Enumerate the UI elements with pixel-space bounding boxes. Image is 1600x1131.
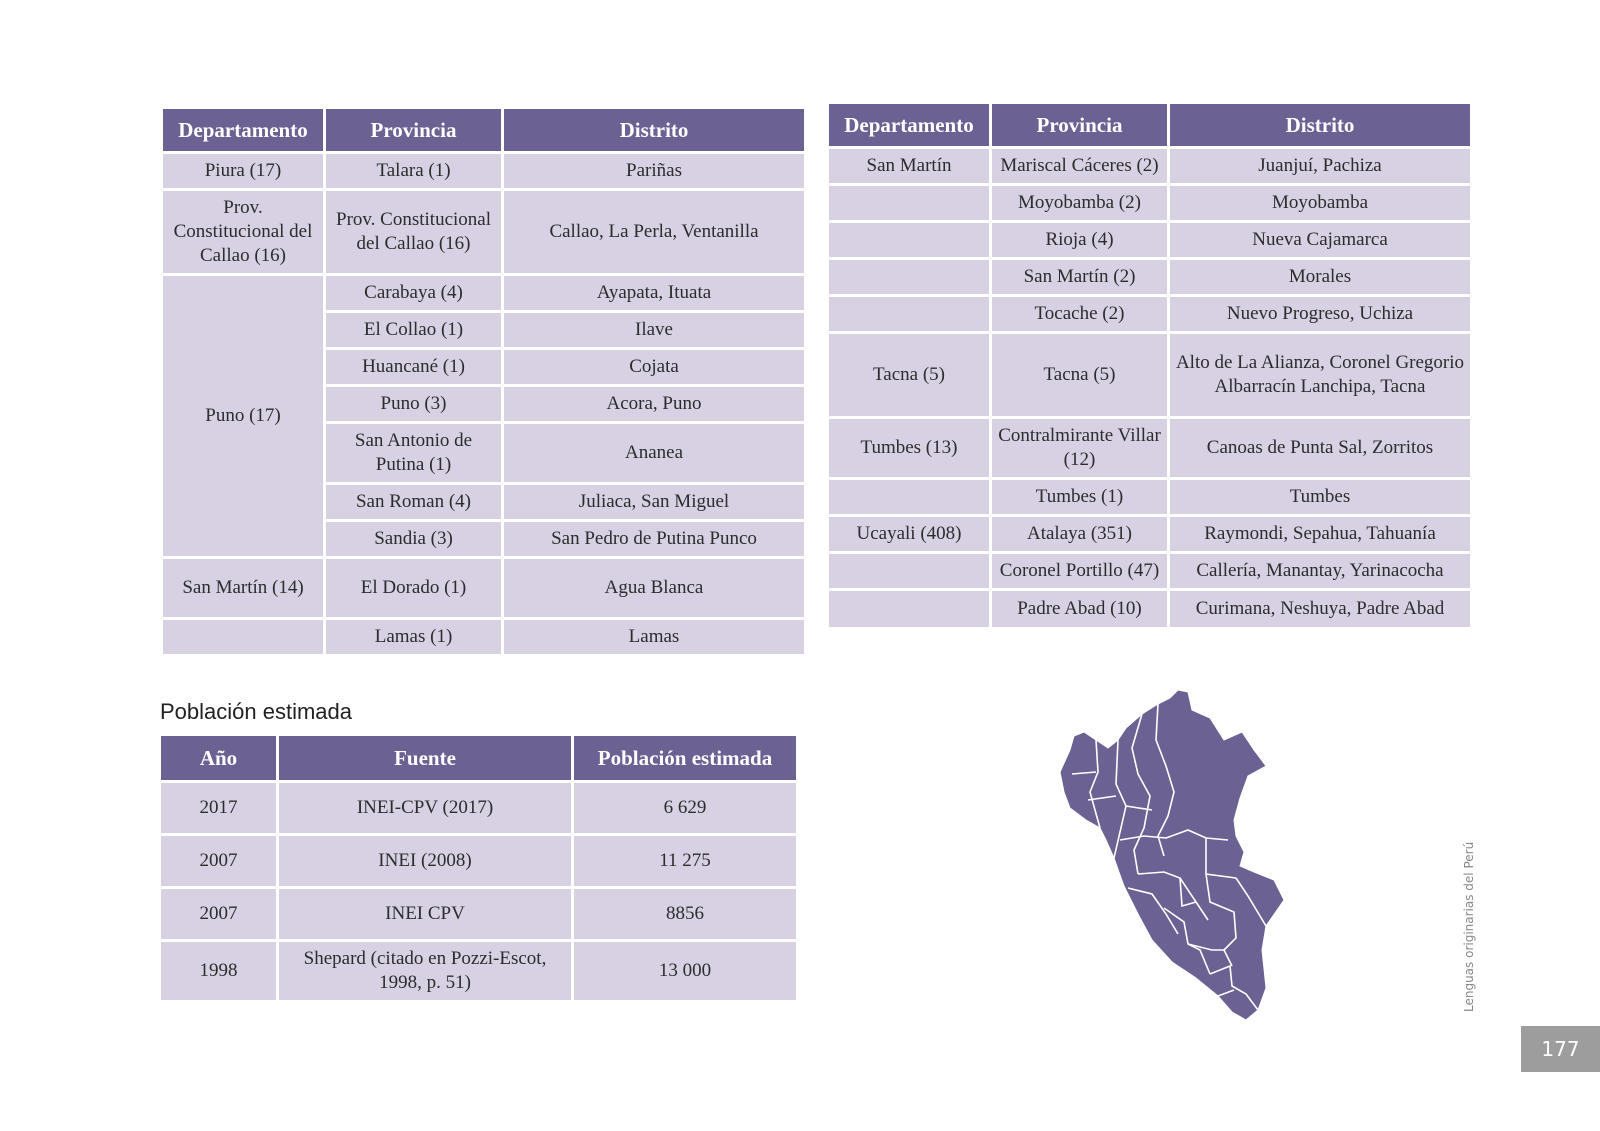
page-number: 177 — [1521, 1026, 1600, 1072]
cell-provincia: Coronel Portillo (47) — [992, 554, 1167, 588]
header-anio: Año — [161, 736, 276, 780]
table-row — [829, 334, 1470, 416]
cell-departamento — [829, 591, 989, 627]
table-row — [163, 154, 804, 188]
cell-departamento — [829, 223, 989, 257]
header-departamento: Departamento — [163, 109, 323, 151]
table-header-row — [161, 736, 796, 780]
table-row — [161, 942, 796, 1000]
cell-distrito: Cojata — [504, 350, 804, 384]
cell-provincia: Huancané (1) — [326, 350, 501, 384]
cell-distrito: Nuevo Progreso, Uchiza — [1170, 297, 1470, 331]
cell-provincia: Sandia (3) — [326, 522, 501, 556]
cell-provincia: El Collao (1) — [326, 313, 501, 347]
cell-distrito: San Pedro de Putina Punco — [504, 522, 804, 556]
cell-departamento — [829, 297, 989, 331]
districts-table-left — [160, 106, 807, 657]
cell-provincia: Atalaya (351) — [992, 517, 1167, 551]
table-row — [161, 889, 796, 939]
cell-distrito: Curimana, Neshuya, Padre Abad — [1170, 591, 1470, 627]
cell-distrito: Agua Blanca — [504, 559, 804, 617]
cell-provincia: Prov. Constitucional del Callao (16) — [326, 191, 501, 273]
table-row — [829, 591, 1470, 627]
cell-distrito: Moyobamba — [1170, 186, 1470, 220]
table-row — [829, 419, 1470, 477]
cell-anio: 2017 — [161, 783, 276, 833]
cell-fuente: INEI-CPV (2017) — [279, 783, 571, 833]
cell-provincia: San Antonio de Putina (1) — [326, 424, 501, 482]
cell-provincia: Carabaya (4) — [326, 276, 501, 310]
cell-distrito: Tumbes — [1170, 480, 1470, 514]
cell-distrito: Ilave — [504, 313, 804, 347]
cell-anio: 1998 — [161, 942, 276, 1000]
table-header-row — [829, 104, 1470, 146]
cell-provincia: Padre Abad (10) — [992, 591, 1167, 627]
table-row — [163, 191, 804, 273]
cell-provincia: Tumbes (1) — [992, 480, 1167, 514]
cell-departamento: Tumbes (13) — [829, 419, 989, 477]
header-distrito: Distrito — [504, 109, 804, 151]
cell-poblacion: 11 275 — [574, 836, 796, 886]
cell-departamento: San Martín (14) — [163, 559, 323, 617]
cell-poblacion: 8856 — [574, 889, 796, 939]
cell-distrito: Morales — [1170, 260, 1470, 294]
table-row — [163, 620, 804, 654]
header-provincia: Provincia — [326, 109, 501, 151]
cell-distrito: Nueva Cajamarca — [1170, 223, 1470, 257]
cell-provincia: Puno (3) — [326, 387, 501, 421]
cell-provincia: San Roman (4) — [326, 485, 501, 519]
cell-distrito: Pariñas — [504, 154, 804, 188]
cell-provincia: Tacna (5) — [992, 334, 1167, 416]
cell-distrito: Ananea — [504, 424, 804, 482]
cell-departamento: Puno (17) — [163, 276, 323, 556]
header-provincia: Provincia — [992, 104, 1167, 146]
cell-provincia: San Martín (2) — [992, 260, 1167, 294]
table-row — [829, 554, 1470, 588]
table-row — [829, 223, 1470, 257]
cell-fuente: INEI (2008) — [279, 836, 571, 886]
table-row — [829, 186, 1470, 220]
table-row — [161, 783, 796, 833]
section-title: Población estimada — [160, 699, 353, 724]
cell-distrito: Canoas de Punta Sal, Zorritos — [1170, 419, 1470, 477]
header-poblacion: Población estimada — [574, 736, 796, 780]
cell-distrito: Juliaca, San Miguel — [504, 485, 804, 519]
districts-table-right — [826, 101, 1473, 630]
peru-map — [1060, 688, 1300, 1038]
table-row — [829, 517, 1470, 551]
cell-provincia: Tocache (2) — [992, 297, 1167, 331]
cell-distrito: Alto de La Alianza, Coronel Gregorio Albarracín Lanchipa, Tacna — [1170, 334, 1470, 416]
cell-poblacion: 6 629 — [574, 783, 796, 833]
cell-departamento — [829, 260, 989, 294]
cell-departamento — [163, 620, 323, 654]
cell-departamento: Piura (17) — [163, 154, 323, 188]
cell-fuente: Shepard (citado en Pozzi-Escot, 1998, p. 51) — [279, 942, 571, 1000]
cell-provincia: Lamas (1) — [326, 620, 501, 654]
cell-departamento: San Martín — [829, 149, 989, 183]
cell-poblacion: 13 000 — [574, 942, 796, 1000]
table-header-row — [163, 109, 804, 151]
table-row — [163, 559, 804, 617]
table-row — [829, 297, 1470, 331]
cell-provincia: Moyobamba (2) — [992, 186, 1167, 220]
cell-distrito: Acora, Puno — [504, 387, 804, 421]
cell-distrito: Raymondi, Sepahua, Tahuanía — [1170, 517, 1470, 551]
cell-provincia: Rioja (4) — [992, 223, 1167, 257]
cell-distrito: Callao, La Perla, Ventanilla — [504, 191, 804, 273]
population-table — [158, 733, 799, 1003]
table-row — [161, 836, 796, 886]
cell-departamento: Tacna (5) — [829, 334, 989, 416]
table-row — [829, 480, 1470, 514]
cell-distrito: Juanjuí, Pachiza — [1170, 149, 1470, 183]
cell-anio: 2007 — [161, 836, 276, 886]
header-distrito: Distrito — [1170, 104, 1470, 146]
cell-departamento — [829, 554, 989, 588]
cell-departamento — [829, 480, 989, 514]
cell-departamento: Ucayali (408) — [829, 517, 989, 551]
cell-distrito: Ayapata, Ituata — [504, 276, 804, 310]
header-departamento: Departamento — [829, 104, 989, 146]
cell-provincia: Contralmirante Villar (12) — [992, 419, 1167, 477]
peru-map-shape — [1060, 690, 1284, 1020]
cell-departamento: Prov. Constitucional del Callao (16) — [163, 191, 323, 273]
header-fuente: Fuente — [279, 736, 571, 780]
table-row — [163, 276, 804, 310]
cell-provincia: Mariscal Cáceres (2) — [992, 149, 1167, 183]
cell-distrito: Callería, Manantay, Yarinacocha — [1170, 554, 1470, 588]
cell-departamento — [829, 186, 989, 220]
cell-provincia: Talara (1) — [326, 154, 501, 188]
cell-provincia: El Dorado (1) — [326, 559, 501, 617]
cell-fuente: INEI CPV — [279, 889, 571, 939]
table-row — [829, 260, 1470, 294]
table-row — [829, 149, 1470, 183]
running-footer-text: Lenguas originarias del Perú — [1462, 841, 1476, 1012]
cell-distrito: Lamas — [504, 620, 804, 654]
cell-anio: 2007 — [161, 889, 276, 939]
